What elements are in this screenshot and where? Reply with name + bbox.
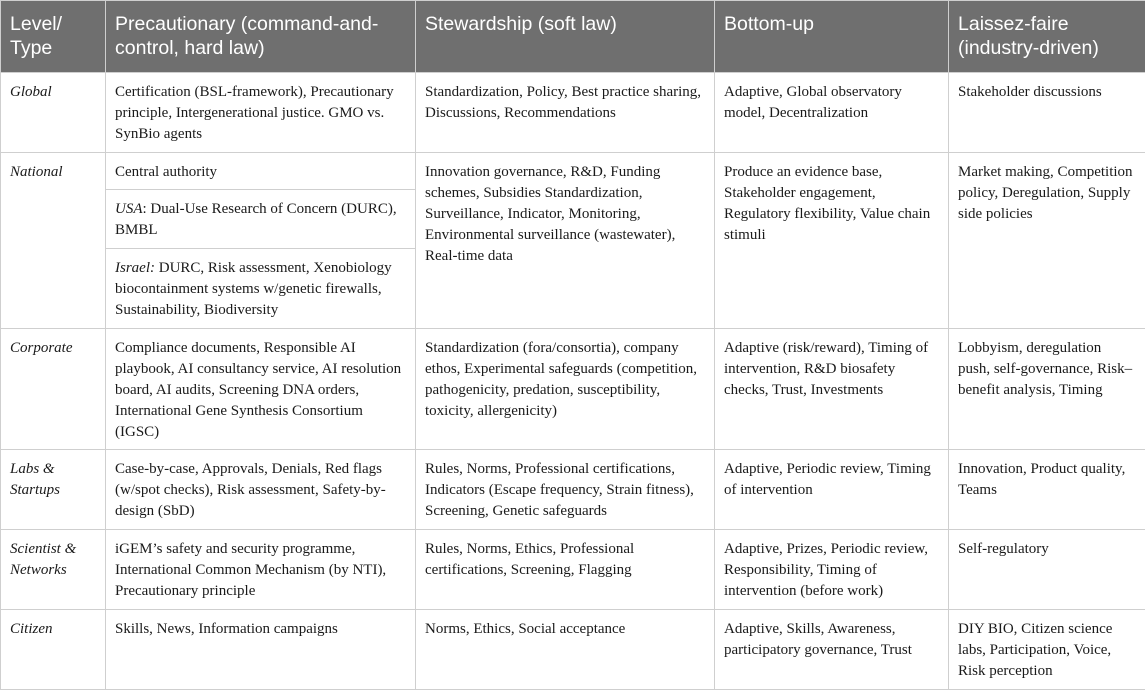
header-row — [1, 1, 1145, 73]
laissez-faire-cell: Innovation, Product quality, Teams — [949, 450, 1145, 530]
bottom-up-cell: Produce an evidence base, Stakeholder engagement, Regulatory flexibility, Value chain stimuli — [715, 153, 949, 329]
stewardship-cell: Standardization (fora/consortia), company ethos, Experimental safeguards (competition, pathogenicity, predation, susceptibility, toxicity, allergenicity) — [416, 329, 715, 450]
bottom-up-cell: Adaptive (risk/reward), Timing of intervention, R&D biosafety checks, Trust, Investments — [715, 329, 949, 450]
level-cell: Citizen — [1, 610, 106, 690]
precautionary-text-usa: : Dual-Use Research of Concern (DURC), BMBL — [115, 201, 397, 238]
laissez-faire-cell: DIY BIO, Citizen science labs, Participation, Voice, Risk perception — [949, 610, 1145, 690]
precautionary-text-israel: DURC, Risk assessment, Xenobiology biocontainment systems w/genetic firewalls, Sustainability, Biodiversity — [115, 260, 392, 318]
level-cell: Scientist & Networks — [1, 530, 106, 610]
table-row-scientist — [1, 530, 1145, 610]
table-row-global — [1, 73, 1145, 153]
precautionary-cell-usa — [106, 190, 416, 249]
precautionary-cell-israel — [106, 249, 416, 329]
precautionary-cell: Compliance documents, Responsible AI playbook, AI consultancy service, AI resolution board, AI audits, Screening DNA orders, International Gene Synthesis Consortium (IGSC) — [106, 329, 416, 450]
level-cell: Labs & Startups — [1, 450, 106, 530]
level-cell: National — [1, 153, 106, 329]
stewardship-cell: Innovation governance, R&D, Funding schemes, Subsidies Standardization, Surveillance, Indicator, Monitoring, Environmental surveillance (wastewater), Real-time data — [416, 153, 715, 329]
level-cell: Corporate — [1, 329, 106, 450]
precautionary-cell: Skills, News, Information campaigns — [106, 610, 416, 690]
country-label-usa: USA — [115, 201, 143, 217]
header-laissez-faire: Laissez-faire (industry-driven) — [949, 1, 1145, 73]
bottom-up-cell: Adaptive, Periodic review, Timing of intervention — [715, 450, 949, 530]
country-label-israel: Israel: — [115, 260, 155, 276]
header-bottom-up: Bottom-up — [715, 1, 949, 73]
level-cell: Global — [1, 73, 106, 153]
precautionary-cell: Case-by-case, Approvals, Denials, Red flags (w/spot checks), Risk assessment, Safety-by-design (SbD) — [106, 450, 416, 530]
header-stewardship: Stewardship (soft law) — [416, 1, 715, 73]
stewardship-cell: Rules, Norms, Professional certifications, Indicators (Escape frequency, Strain fitness), Screening, Genetic safeguards — [416, 450, 715, 530]
header-precautionary: Precautionary (command-and-control, hard law) — [106, 1, 416, 73]
laissez-faire-cell: Market making, Competition policy, Deregulation, Supply side policies — [949, 153, 1145, 329]
laissez-faire-cell: Stakeholder discussions — [949, 73, 1145, 153]
laissez-faire-cell: Lobbyism, deregulation push, self-governance, Risk–benefit analysis, Timing — [949, 329, 1145, 450]
precautionary-cell: iGEM’s safety and security programme, International Common Mechanism (by NTI), Precautionary principle — [106, 530, 416, 610]
stewardship-cell: Standardization, Policy, Best practice sharing, Discussions, Recommendations — [416, 73, 715, 153]
stewardship-cell: Norms, Ethics, Social acceptance — [416, 610, 715, 690]
table-row-national — [1, 153, 1145, 190]
precautionary-cell: Certification (BSL-framework), Precautionary principle, Intergenerational justice. GMO vs. SynBio agents — [106, 73, 416, 153]
table-row-labs — [1, 450, 1145, 530]
table-row-citizen — [1, 610, 1145, 690]
bottom-up-cell: Adaptive, Skills, Awareness, participatory governance, Trust — [715, 610, 949, 690]
header-level: Level/ Type — [1, 1, 106, 73]
bottom-up-cell: Adaptive, Prizes, Periodic review, Responsibility, Timing of intervention (before work) — [715, 530, 949, 610]
stewardship-cell: Rules, Norms, Ethics, Professional certifications, Screening, Flagging — [416, 530, 715, 610]
laissez-faire-cell: Self-regulatory — [949, 530, 1145, 610]
bottom-up-cell: Adaptive, Global observatory model, Decentralization — [715, 73, 949, 153]
precautionary-cell: Central authority — [106, 153, 416, 190]
table-row-corporate — [1, 329, 1145, 450]
